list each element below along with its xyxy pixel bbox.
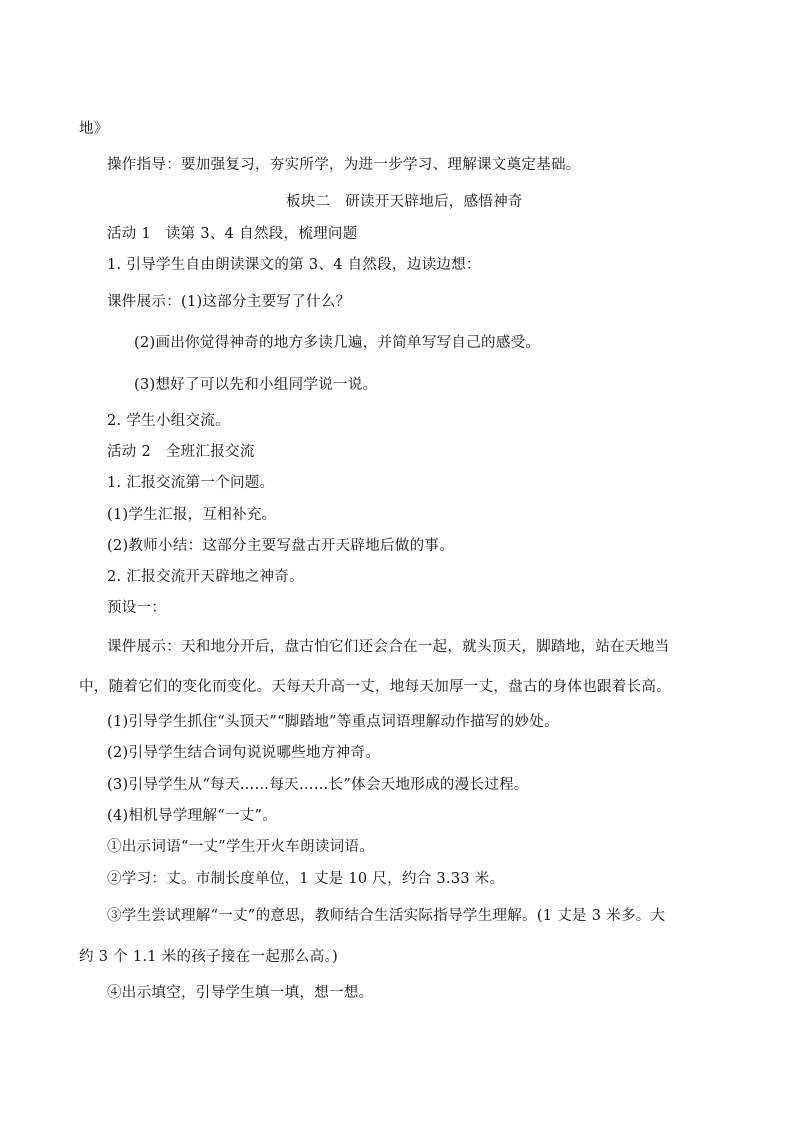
text-line: ④出示填空，引导学生填一填，想一想。 xyxy=(107,985,374,1001)
text-line: 1. 汇报交流第一个问题。 xyxy=(107,475,275,491)
text-line: 2. 学生小组交流。 xyxy=(107,413,230,429)
text-line: 中，随着它们的变化而变化。天每天升高一丈，地每天加厚一丈，盘古的身体也跟着长高。 xyxy=(79,679,671,695)
activity-heading: 活动 1 读第 3、4 自然段，梳理问题 xyxy=(107,226,358,242)
text-line: ③学生尝试理解“一丈”的意思，教师结合生活实际指导学生理解。(1 丈是 3 米多。大 xyxy=(107,908,666,924)
text-line: ①出示词语“一丈”学生开火车朗读词语。 xyxy=(107,839,375,855)
text-line: (2)教师小结：这部分主要写盘古开天辟地后做的事。 xyxy=(107,538,455,554)
section-title: 板块二 研读开天辟地后，感悟神奇 xyxy=(286,194,523,210)
text-line: 约 3 个 1.1 米的孩子接在一起那么高。) xyxy=(79,949,339,965)
text-line: 预设一： xyxy=(107,600,167,616)
text-line: (4)相机导学理解“一丈”。 xyxy=(107,808,278,824)
text-line: (1)引导学生抓住“头顶天”“脚踏地”等重点词语理解动作描写的妙处。 xyxy=(107,714,559,730)
activity-heading: 活动 2 全班汇报交流 xyxy=(107,444,255,460)
text-line: (1)学生汇报，互相补充。 xyxy=(107,507,277,523)
text-line: 地》 xyxy=(79,121,109,137)
text-line: 2. 汇报交流开天辟地之神奇。 xyxy=(107,569,304,585)
text-line: 课件展示：(1)这部分主要写了什么？ xyxy=(107,294,351,310)
text-line: 1. 引导学生自由朗读课文的第 3、4 自然段，边读边想： xyxy=(107,257,481,273)
text-line: (2)引导学生结合词句说说哪些地方神奇。 xyxy=(107,745,381,761)
text-line: ②学习：丈。市制长度单位，1 丈是 10 尺，约合 3.33 米。 xyxy=(107,871,505,887)
operation-guide-line: 操作指导：要加强复习，夯实所学，为进一步学习、理解课文奠定基础。 xyxy=(107,157,581,173)
text-line: (3)引导学生从“每天……每天……长”体会天地形成的漫长过程。 xyxy=(107,777,529,793)
text-line: (2)画出你觉得神奇的地方多读几遍，并简单写写自己的感受。 xyxy=(134,335,541,351)
text-line: 课件展示：天和地分开后，盘古怕它们还会合在一起，就头顶天，脚踏地，站在天地当 xyxy=(107,639,670,655)
text-line: (3)想好了可以先和小组同学说一说。 xyxy=(134,377,378,393)
